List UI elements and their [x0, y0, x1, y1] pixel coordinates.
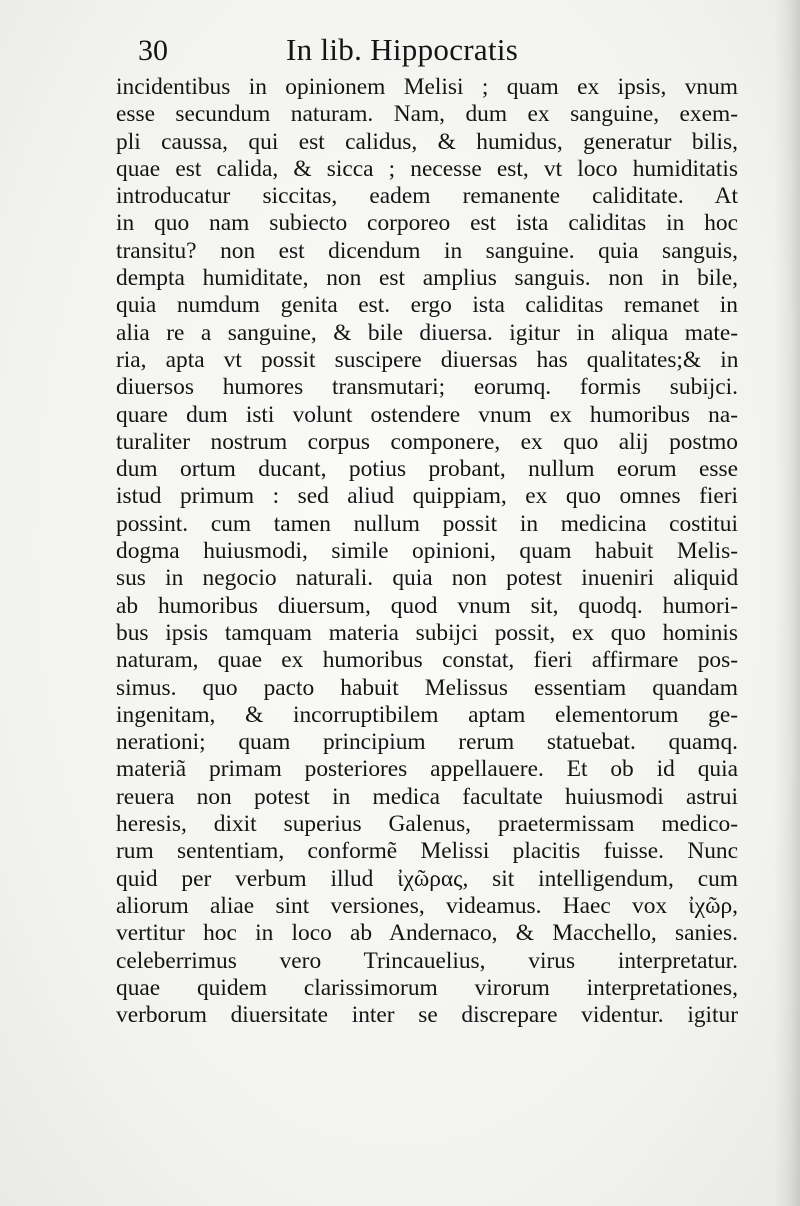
text-line: ria, apta vt possit suscipere diuersas has qualitates;& in	[116, 346, 738, 373]
text-line: heresis, dixit superius Galenus, praetermissam medico-	[116, 811, 738, 838]
text-line: simus. quo pacto habuit Melissus essentiam quandam	[116, 674, 738, 701]
text-line: naturam, quae ex humoribus constat, fieri affirmare pos-	[116, 647, 738, 674]
text-line: dum ortum ducant, potius probant, nullum eorum esse	[116, 456, 738, 483]
text-line: quae quidem clarissimorum virorum interpretationes,	[116, 974, 738, 1001]
text-line: reuera non potest in medica facultate huiusmodi astrui	[116, 783, 738, 810]
text-line: possint. cum tamen nullum possit in medicina costitui	[116, 510, 738, 537]
text-line: dogma huiusmodi, simile opinioni, quam habuit Melis-	[116, 538, 738, 565]
text-line: celeberrimus vero Trincauelius, virus interpretatur.	[116, 947, 738, 974]
page-header	[138, 30, 608, 74]
text-line: quae est calida, & sicca ; necesse est, vt loco humiditatis	[116, 155, 738, 182]
text-line: ab humoribus diuersum, quod vnum sit, quodq. humori-	[116, 592, 738, 619]
text-line: alia re a sanguine, & bile diuersa. igitur in aliqua mate-	[116, 319, 738, 346]
text-line: transitu? non est dicendum in sanguine. quia sanguis,	[116, 237, 738, 264]
text-line: quid per verbum illud ἰχῶρας, sit intelligendum, cum	[116, 865, 738, 892]
page-number: 30	[138, 34, 168, 67]
text-line: quare dum isti volunt ostendere vnum ex humoribus na-	[116, 401, 738, 428]
text-line: verborum diuersitate inter se discrepare videntur. igitur	[116, 1002, 738, 1029]
text-line: istud primum : sed aliud quippiam, ex quo omnes fieri	[116, 483, 738, 510]
text-line: ingenitam, & incorruptibilem aptam elementorum ge-	[116, 701, 738, 728]
text-line: bus ipsis tamquam materia subijci possit, ex quo hominis	[116, 619, 738, 646]
text-line: nerationi; quam principium rerum statuebat. quamq.	[116, 729, 738, 756]
text-line: turaliter nostrum corpus componere, ex quo alij postmo	[116, 428, 738, 455]
text-line: diuersos humores transmutari; eorumq. formis subijci.	[116, 374, 738, 401]
text-line: in quo nam subiecto corporeo est ista caliditas in hoc	[116, 210, 738, 237]
text-line: aliorum aliae sint versiones, videamus. Haec vox ἰχῶρ,	[116, 892, 738, 919]
text-line: materiã primam posteriores appellauere. Et ob id quia	[116, 756, 738, 783]
text-line: pli caussa, qui est calidus, & humidus, generatur bilis,	[116, 128, 738, 155]
page-edge-shadow	[774, 0, 800, 1206]
body-text	[116, 74, 738, 1029]
text-line: incidentibus in opinionem Melisi ; quam ex ipsis, vnum	[116, 74, 738, 100]
text-line: quia numdum genita est. ergo ista caliditas remanet in	[116, 292, 738, 319]
text-line: dempta humiditate, non est amplius sanguis. non in bile,	[116, 265, 738, 292]
text-line: sus in negocio naturali. quia non potest inueniri aliquid	[116, 565, 738, 592]
running-head: In lib. Hippocratis	[286, 32, 519, 67]
text-line: esse secundum naturam. Nam, dum ex sanguine, exem-	[116, 101, 738, 128]
text-line: rum sententiam, conformẽ Melissi placitis fuisse. Nunc	[116, 838, 738, 865]
text-line: vertitur hoc in loco ab Andernaco, & Macchello, sanies.	[116, 920, 738, 947]
text-line: introducatur siccitas, eadem remanente caliditate. At	[116, 183, 738, 210]
